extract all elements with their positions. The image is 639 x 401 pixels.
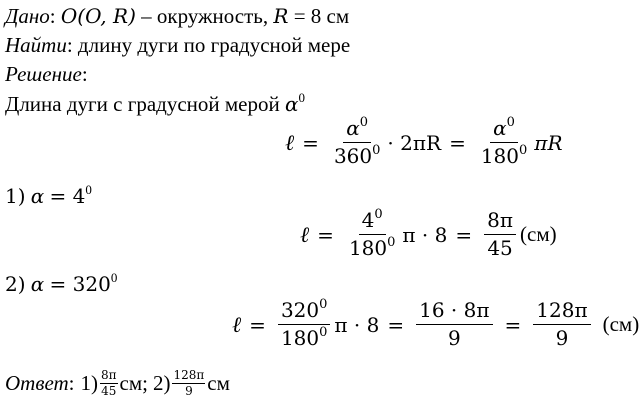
intro-text: Длина дуги с градусной мерой bbox=[5, 92, 285, 116]
case1-header: 1) $\alpha = 4^0$ bbox=[5, 182, 92, 208]
radius-variable: R bbox=[273, 4, 289, 28]
circle-notation: O(O, R) bbox=[60, 4, 136, 28]
fraction-4-180: $\frac{4^0}{180^0}$ bbox=[348, 207, 396, 260]
general-formula: ℓ = $\frac{\alpha^0}{360^0}$ · 2πR = $\frac{\alpha^0}{180^0}$ πR bbox=[285, 115, 563, 168]
case2-header: 2) $\alpha = 320^0$ bbox=[5, 270, 118, 296]
find-line bbox=[5, 35, 350, 56]
solution-label: Решение bbox=[5, 62, 82, 86]
answer-line: Ответ : 1) $\frac{8\pi}{45}$ см; 2) $\frac{128\pi}{9}$ см bbox=[5, 368, 230, 398]
given-line: Дано: O(O, R) – окружность, R = 8 см bbox=[5, 4, 350, 28]
given-text: – окружность, bbox=[141, 4, 269, 28]
intro-line: Длина дуги с градусной мерой $\alpha^0$ bbox=[5, 90, 305, 116]
find-label: Найти bbox=[5, 33, 67, 57]
case1-formula: ℓ = $\frac{4^0}{180^0}$ π · 8 = $\frac{8\pi}{45}$ (см) bbox=[300, 207, 557, 260]
fraction-128pi-9: $\frac{128\pi}{9}$ bbox=[533, 300, 590, 349]
given-label: Дано bbox=[5, 4, 50, 28]
answer2-fraction: $\frac{128\pi}{9}$ bbox=[173, 368, 205, 398]
case2-formula: ℓ = $\frac{320^0}{180^0}$ π · 8 = $\frac{16 \cdot 8\pi}{9}$ = $\frac{128\pi}{9}$ (см) bbox=[232, 297, 639, 350]
solution-line: Решение: bbox=[5, 62, 88, 86]
find-text: : длину дуги по градусной мере bbox=[66, 33, 351, 57]
fraction-alpha-180: $\frac{\alpha^0}{180^0}$ bbox=[480, 115, 528, 168]
alpha-symbol: α bbox=[284, 92, 299, 116]
radius-value: = 8 см bbox=[293, 4, 350, 28]
fraction-16-8pi-9: $\frac{16 \cdot 8\pi}{9}$ bbox=[416, 300, 492, 349]
fraction-320-180: $\frac{320^0}{180^0}$ bbox=[278, 300, 330, 349]
fraction-alpha-360: $\frac{\alpha^0}{360^0}$ bbox=[333, 115, 381, 168]
answer1-fraction: $\frac{8\pi}{45}$ bbox=[101, 368, 117, 398]
answer-label: Ответ bbox=[5, 370, 69, 395]
arc-length-symbol: ℓ bbox=[285, 130, 295, 156]
fraction-8pi-45: $\frac{8\pi}{45}$ bbox=[484, 210, 516, 259]
